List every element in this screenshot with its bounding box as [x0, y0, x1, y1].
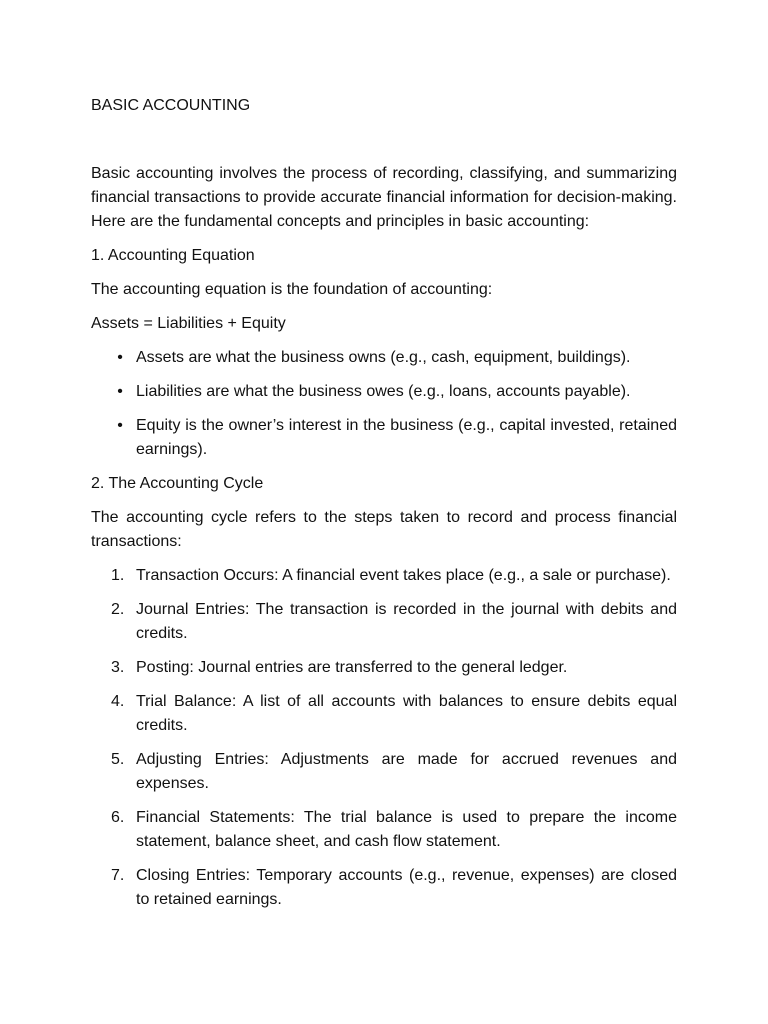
list-item-text: Assets are what the business owns (e.g., cash, equipment, buildings).: [136, 349, 631, 366]
list-item-text: Equity is the owner’s interest in the business (e.g., capital invested, retained earnings).: [136, 417, 677, 458]
section-2-lead: The accounting cycle refers to the steps taken to record and process financial transactions:: [91, 509, 677, 550]
list-item: [91, 864, 677, 912]
list-item: [91, 414, 677, 462]
step-number: 5.: [111, 751, 125, 768]
step-number: 7.: [111, 867, 125, 884]
list-item-text: Liabilities are what the business owes (e.g., loans, accounts payable).: [136, 383, 631, 400]
accounting-cycle-steps: [91, 564, 677, 912]
bullet-icon: •: [117, 417, 123, 434]
step-number: 1.: [111, 567, 125, 584]
list-item: [91, 346, 677, 370]
list-item: [91, 656, 677, 680]
step-text: Financial Statements: The trial balance is used to prepare the income statement, balance sheet, and cash flow statement.: [136, 809, 677, 850]
list-item: [91, 748, 677, 796]
section-1-lead: The accounting equation is the foundation of accounting:: [91, 281, 493, 298]
list-item: [91, 806, 677, 854]
accounting-equation: Assets = Liabilities + Equity: [91, 315, 286, 332]
equation-bullet-list: [91, 346, 677, 462]
step-text: Posting: Journal entries are transferred to the general ledger.: [136, 659, 568, 676]
list-item: [91, 598, 677, 646]
list-item: [91, 690, 677, 738]
document-body: [91, 94, 677, 922]
step-text: Trial Balance: A list of all accounts with balances to ensure debits equal credits.: [136, 693, 677, 734]
section-1-heading: 1. Accounting Equation: [91, 247, 255, 264]
bullet-icon: •: [117, 383, 123, 400]
section-2-heading: 2. The Accounting Cycle: [91, 475, 264, 492]
list-item: [91, 564, 677, 588]
intro-paragraph: Basic accounting involves the process of recording, classifying, and summarizing financial transactions to provide accurate financial information for decision-making. Here are the fundamental concepts and principles in basic accounting:: [91, 165, 677, 230]
step-text: Closing Entries: Temporary accounts (e.g., revenue, expenses) are closed to retained earnings.: [136, 867, 677, 908]
bullet-icon: •: [117, 349, 123, 366]
document-title: BASIC ACCOUNTING: [91, 97, 251, 114]
step-number: 6.: [111, 809, 125, 826]
step-number: 4.: [111, 693, 125, 710]
step-number: 3.: [111, 659, 125, 676]
step-text: Journal Entries: The transaction is recorded in the journal with debits and credits.: [136, 601, 677, 642]
step-text: Adjusting Entries: Adjustments are made for accrued revenues and expenses.: [136, 751, 677, 792]
step-text: Transaction Occurs: A financial event takes place (e.g., a sale or purchase).: [136, 567, 671, 584]
list-item: [91, 380, 677, 404]
step-number: 2.: [111, 601, 125, 618]
